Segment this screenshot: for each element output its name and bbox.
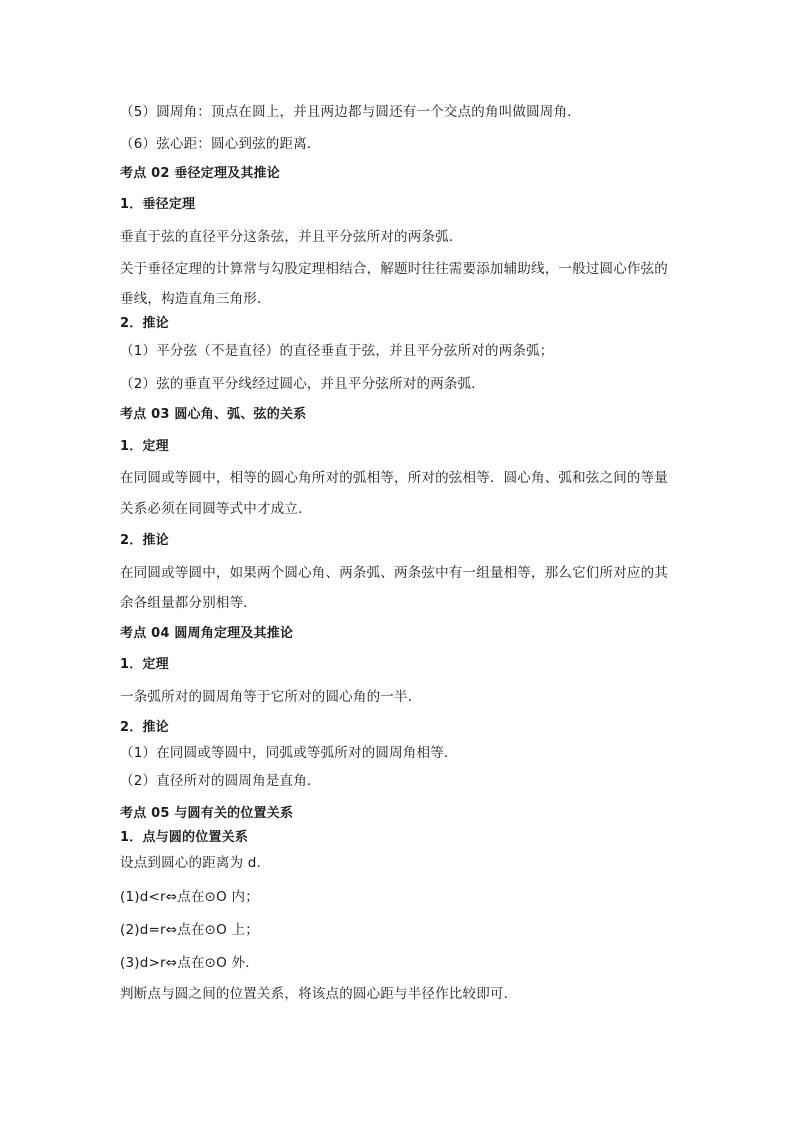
section-heading-05: 考点 05 与圆有关的位置关系 [120, 806, 294, 821]
corollary-04-item-1: （1）在同圆或等圆中，同弧或等弧所对的圆周角相等． [120, 745, 458, 761]
paragraph-theorem-note-1: 关于垂径定理的计算常与勾股定理相结合，解题时往往需要添加辅助线，一般过圆心作弦的 [120, 261, 668, 277]
paragraph-corollary-03-1: 在同圆或等圆中，如果两个圆心角、两条弧、两条弦中有一组量相等，那么它们所对应的其 [120, 565, 668, 581]
paragraph-distance-definition: 设点到圆心的距离为 d． [120, 855, 271, 871]
paragraph-theorem-statement: 垂直于弦的直径平分这条弦，并且平分弦所对的两条弧． [120, 229, 463, 245]
definition-inscribed-angle: （5）圆周角：顶点在圆上，并且两边都与圆还有一个交点的角叫做圆周角． [120, 104, 581, 120]
paragraph-conclusion: 判断点与圆之间的位置关系，将该点的圆心距与半径作比较即可． [120, 986, 518, 1002]
section-heading-02: 考点 02 垂径定理及其推论 [120, 166, 280, 181]
subheading-corollary-04: 2．推论 [120, 720, 169, 735]
corollary-02-item-2: （2）弦的垂直平分线经过圆心，并且平分弦所对的两条弧． [120, 376, 485, 392]
section-heading-03: 考点 03 圆心角、弧、弦的关系 [120, 407, 307, 422]
subheading-theorem-04: 1．定理 [120, 657, 169, 672]
paragraph-corollary-03-2: 余各组量都分别相等． [120, 595, 257, 611]
subheading-corollary-02: 2．推论 [120, 316, 169, 331]
corollary-02-item-1: （1）平分弦（不是直径）的直径垂直于弦，并且平分弦所对的两条弧； [120, 343, 554, 359]
paragraph-theorem-03-1: 在同圆或等圆中，相等的圆心角所对的弧相等，所对的弦相等．圆心角、弧和弦之间的等量 [120, 470, 668, 486]
relation-on: (2)d=r⇔点在⊙O 上； [120, 922, 259, 938]
paragraph-theorem-note-2: 垂线，构造直角三角形． [120, 291, 271, 307]
paragraph-theorem-04: 一条弧所对的圆周角等于它所对的圆心角的一半． [120, 689, 422, 705]
subheading-point-circle-relation: 1．点与圆的位置关系 [120, 830, 249, 845]
subheading-corollary-03: 2．推论 [120, 533, 169, 548]
subheading-theorem-03: 1．定理 [120, 439, 169, 454]
corollary-04-item-2: （2）直径所对的圆周角是直角． [120, 773, 321, 789]
relation-outside: (3)d>r⇔点在⊙O 外． [120, 955, 259, 971]
relation-inside: (1)d<r⇔点在⊙O 内； [120, 889, 259, 905]
paragraph-theorem-03-2: 关系必须在同圆等式中才成立． [120, 501, 312, 517]
subheading-perpendicular-diameter-theorem: 1．垂径定理 [120, 197, 196, 212]
section-heading-04: 考点 04 圆周角定理及其推论 [120, 626, 294, 641]
definition-chord-distance: （6）弦心距：圆心到弦的距离． [120, 136, 321, 152]
